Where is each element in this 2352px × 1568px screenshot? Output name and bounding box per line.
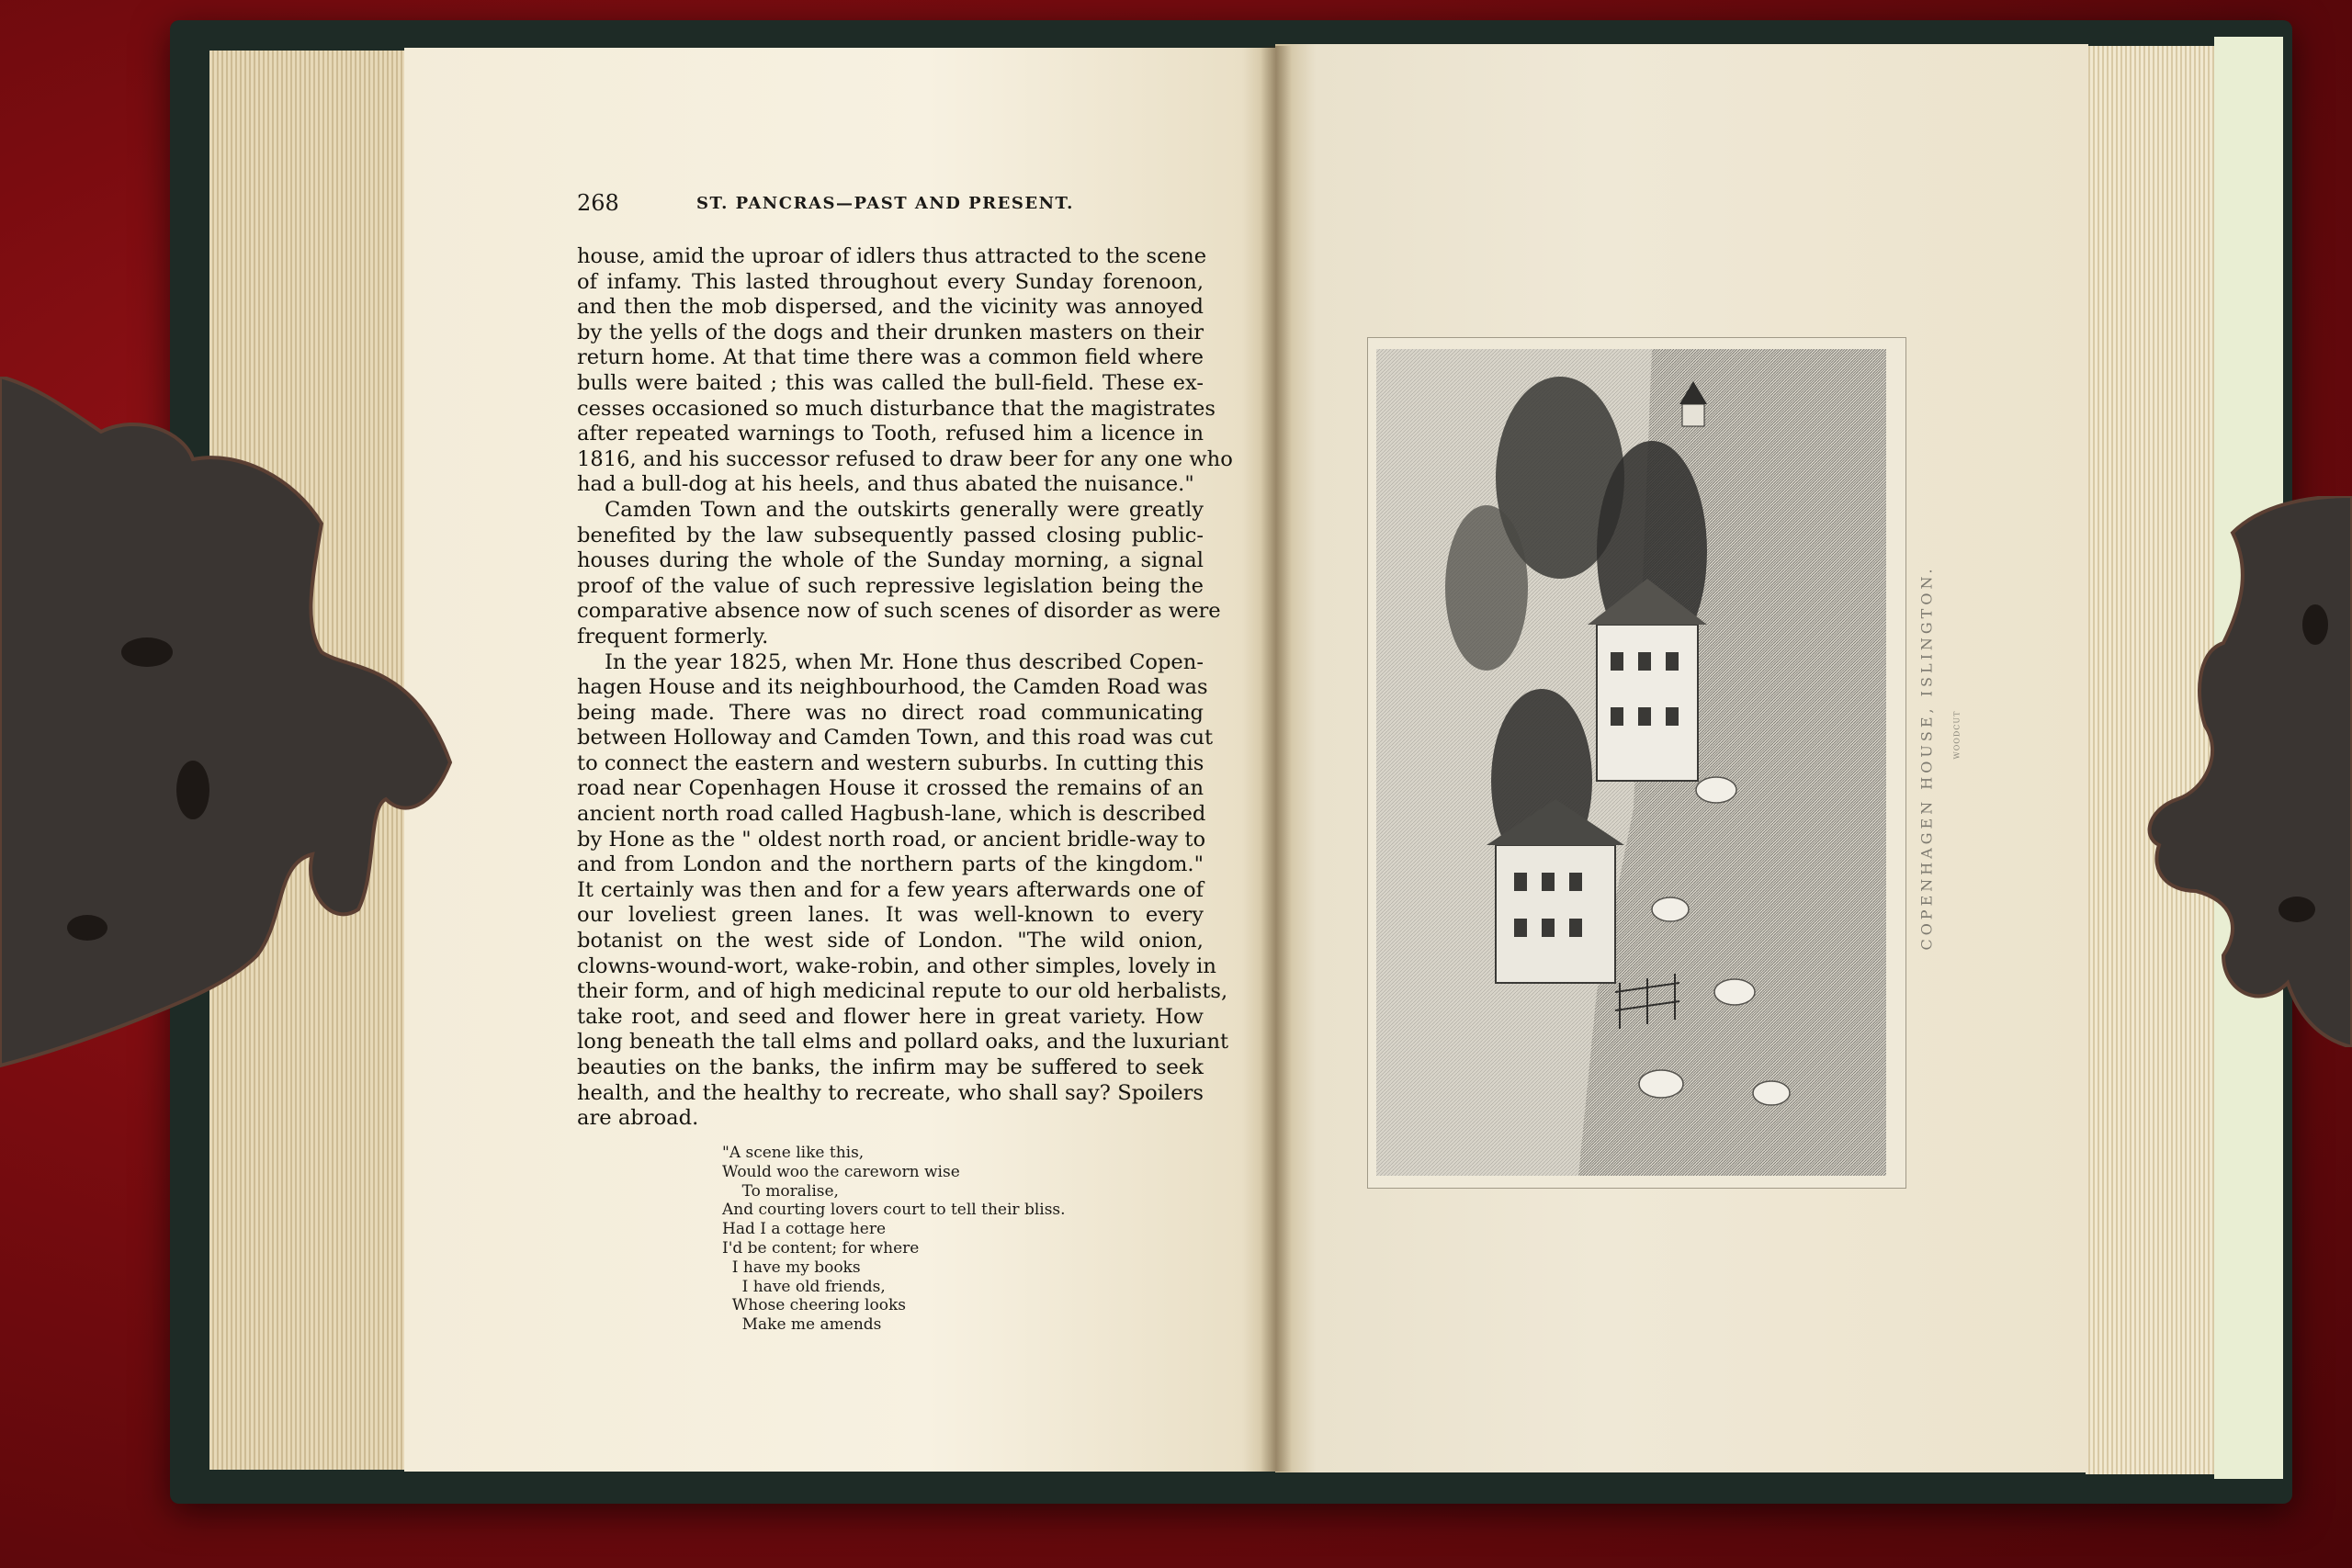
poem-line: Had I a cottage here [722, 1220, 887, 1239]
text-line: benefited by the law subsequently passed closing public- [577, 523, 1204, 547]
text-line: clowns-wound-wort, wake-robin, and other simples, lovely in [577, 953, 1216, 978]
text-line: by the yells of the dogs and their drunken masters on their [577, 320, 1204, 344]
poem-line: "A scene like this, [722, 1144, 865, 1162]
text-line: In the year 1825, when Mr. Hone thus described Copen- [605, 649, 1204, 674]
engraving-plate [1376, 349, 1886, 1176]
text-line: of infamy. This lasted throughout every Sunday forenoon, [577, 269, 1204, 294]
text-line: health, and the healthy to recreate, who shall say? Spoilers [577, 1080, 1204, 1105]
poem-line: I'd be content; for where [722, 1238, 920, 1258]
text-line: to connect the eastern and western suburbs. In cutting this [577, 750, 1204, 775]
text-line: our loveliest green lanes. It was well-known to every [577, 903, 1204, 928]
text-line: and then the mob dispersed, and the vicinity was annoyed [577, 295, 1204, 320]
text-line: after repeated warnings to Tooth, refused him a licence in [577, 422, 1204, 446]
text-line: road near Copenhagen House it crossed the remains of an [577, 776, 1204, 801]
text-line: cesses occasioned so much disturbance that the magistrates [577, 396, 1216, 421]
poem-line: Make me amends [722, 1315, 882, 1335]
text-line: house, amid the uproar of idlers thus attracted to the scene [577, 244, 1207, 268]
text-line: ancient north road called Hagbush-lane, which is described [577, 802, 1206, 827]
poem-line: To moralise, [722, 1181, 839, 1201]
text-line: comparative absence now of such scenes of disorder as were [577, 599, 1221, 624]
poem-line: I have old friends, [722, 1277, 886, 1296]
poem-line: Would woo the careworn wise [722, 1162, 960, 1181]
text-line: by Hone as the " oldest north road, or ancient bridle-way to [577, 827, 1206, 852]
text-line: return home. At that time there was a common field where [577, 345, 1204, 370]
text-line: Camden Town and the outskirts generally were greatly [605, 497, 1204, 522]
poem-line: I have my books [722, 1258, 861, 1277]
text-line: are abroad. [577, 1106, 699, 1131]
page-clamp-left [0, 377, 459, 1075]
plate-caption: COPENHAGEN HOUSE, ISLINGTON. [1917, 565, 1936, 951]
text-line: and from London and the northern parts of the kingdom." [577, 852, 1204, 877]
engraving-illustration [1376, 349, 1886, 1176]
page-number: 268 [577, 190, 619, 216]
poem-line: Whose cheering looks [722, 1296, 906, 1315]
poem-quotation [722, 1144, 1066, 1335]
text-line: being made. There was no direct road communicating [577, 700, 1204, 725]
text-line: had a bull-dog at his heels, and thus abated the nuisance." [577, 472, 1194, 497]
running-title: ST. PANCRAS—PAST AND PRESENT. [696, 194, 1074, 213]
running-head [577, 190, 1243, 221]
text-line: houses during the whole of the Sunday morning, a signal [577, 548, 1204, 573]
text-line: take root, and seed and flower here in great variety. How [577, 1004, 1204, 1029]
text-line: It certainly was then and for a few years afterwards one of [577, 877, 1204, 902]
text-line: long beneath the tall elms and pollard oaks, and the luxuriant [577, 1030, 1229, 1055]
book-gutter [1261, 46, 1292, 1472]
text-line: botanist on the west side of London. "The wild onion, [577, 929, 1204, 953]
text-line: their form, and of high medicinal repute to our old herbalists, [577, 979, 1228, 1004]
text-line: 1816, and his successor refused to draw beer for any one who [577, 446, 1233, 471]
text-line: proof of the value of such repressive legislation being the [577, 573, 1204, 598]
text-line: hagen House and its neighbourhood, the Camden Road was [577, 675, 1208, 700]
plate-credit: WOODCUT [1952, 710, 1962, 760]
body-text [577, 244, 1233, 1132]
poem-line: And courting lovers court to tell their bliss. [722, 1201, 1066, 1220]
text-line: beauties on the banks, the infirm may be suffered to seek [577, 1055, 1204, 1079]
text-line: between Holloway and Camden Town, and this road was cut [577, 726, 1214, 750]
text-line: bulls were baited ; this was called the bull-field. These ex- [577, 370, 1204, 395]
page-clamp-right [2021, 496, 2352, 1047]
text-line: frequent formerly. [577, 624, 769, 649]
